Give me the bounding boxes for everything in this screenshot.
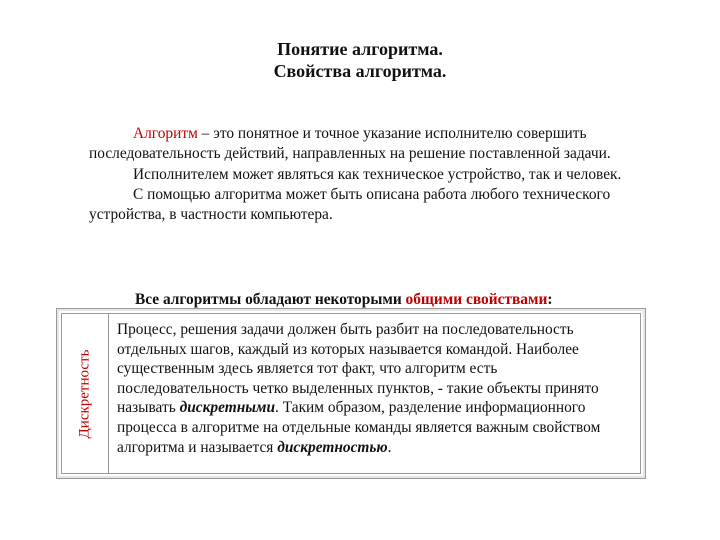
page-title — [0, 38, 720, 82]
definition-paragraph — [89, 124, 669, 165]
properties-heading — [135, 290, 695, 310]
property-name: Дискретность — [76, 349, 93, 438]
property-emphasis-2: дискретностью — [277, 438, 388, 456]
properties-suffix: : — [547, 291, 553, 308]
property-name-cell — [61, 313, 109, 474]
property-emphasis-1: дискретными — [179, 399, 276, 417]
property-description — [109, 313, 641, 474]
property-text-3: . — [387, 438, 392, 456]
title-line-2: Свойства алгоритма. — [273, 61, 447, 81]
property-text-1: Процесс, решения задачи должен быть разбит на последовательность отдельных шагов, каждый из которых называется командой. Наиболее существенным здесь является тот факт, что алгоритм есть последовательность четко выделенных пунктов, - такие объекты принято называть — [117, 321, 599, 417]
property-text-2: . Таким образом, разделение информационного процесса в алгоритме на отдельные команды является важным свойством алгоритма и называется — [117, 399, 601, 456]
description-paragraph: С помощью алгоритма может быть описана работа любого технического устройства, в частности компьютера. — [89, 185, 611, 224]
definition-text: – это понятное и точное указание исполнителю совершить последовательность действий, направленных на решение поставленной задачи. — [89, 125, 611, 163]
title-line-1: Понятие алгоритма. — [277, 39, 443, 59]
algorithm-term: Алгоритм — [133, 125, 198, 142]
property-table — [56, 308, 646, 479]
executor-paragraph: Исполнителем может являться как техническое устройство, так и человек. — [133, 165, 622, 183]
intro-text — [89, 124, 669, 225]
properties-prefix: Все алгоритмы обладают некоторыми — [135, 291, 406, 308]
properties-accent: общими свойствами — [405, 291, 548, 308]
